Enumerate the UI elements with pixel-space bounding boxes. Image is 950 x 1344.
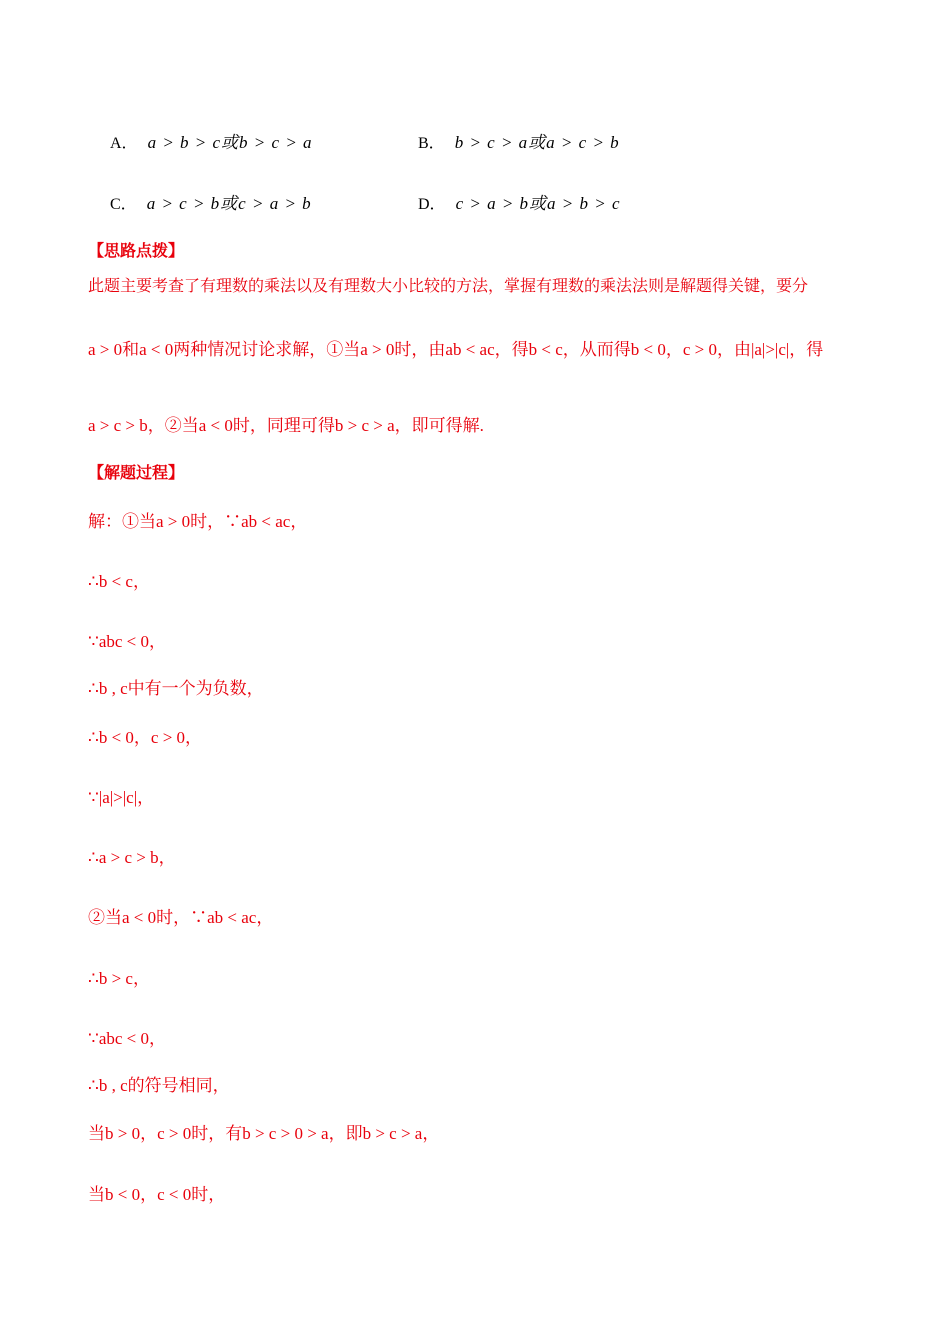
solution-line: 解：①当a > 0时，∵ab < ac， xyxy=(88,512,308,531)
hint-line: a > 0和a < 0两种情况讨论求解，①当a > 0时，由ab < ac，得b < c，从而得b < 0，c > 0，由|a|>|c|，得 xyxy=(88,340,824,359)
hint-line: 此题主要考查了有理数的乘法以及有理数大小比较的方法，掌握有理数的乘法法则是解题得关键，要分 xyxy=(88,276,809,295)
hint-line: a > c > b，②当a < 0时，同理可得b > c > a，即可得解. xyxy=(88,416,484,435)
option-text: b > c > a或a > c > b xyxy=(454,133,620,152)
solution-line: ∴b < c， xyxy=(88,572,150,591)
option-label: D． xyxy=(418,196,446,213)
solution-line: 当b > 0，c > 0时，有b > c > 0 > a，即b > c > a， xyxy=(88,1124,440,1143)
solution-line: ∵abc < 0， xyxy=(88,632,166,651)
solution-line: 当b < 0，c < 0时， xyxy=(88,1185,226,1204)
option-label: B． xyxy=(418,135,445,152)
solution-line: ∴a > c > b， xyxy=(88,848,176,867)
solution-line: ∴b , c中有一个为负数， xyxy=(88,679,264,698)
solution-line: ∵|a|>|c|， xyxy=(88,788,155,807)
option-c xyxy=(110,195,312,213)
solution-line: ②当a < 0时，∵ab < ac， xyxy=(88,908,274,927)
option-label: C． xyxy=(110,196,137,213)
hint-heading: 【思路点拨】 xyxy=(88,241,185,260)
solution-line: ∵abc < 0， xyxy=(88,1029,166,1048)
solution-heading: 【解题过程】 xyxy=(88,463,185,482)
solution-line: ∴b , c的符号相同， xyxy=(88,1076,230,1095)
option-b xyxy=(418,134,620,152)
option-d xyxy=(418,195,621,213)
option-text: a > b > c或b > c > a xyxy=(147,133,313,152)
solution-line: ∴b < 0，c > 0， xyxy=(88,728,203,747)
option-text: c > a > b或a > b > c xyxy=(455,194,621,213)
option-a xyxy=(110,134,313,152)
option-text: a > c > b或c > a > b xyxy=(146,194,312,213)
option-label: A． xyxy=(110,135,138,152)
solution-line: ∴b > c， xyxy=(88,969,150,988)
